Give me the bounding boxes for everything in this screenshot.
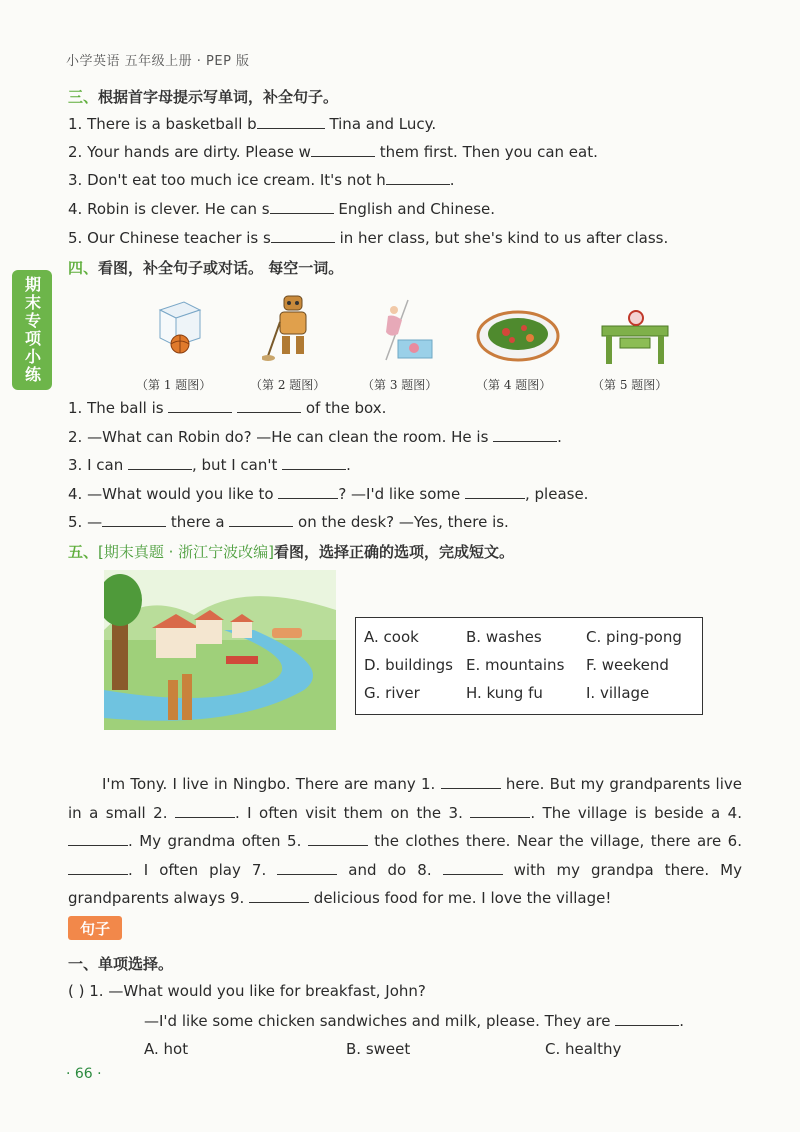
option-d: D. buildings — [364, 656, 453, 674]
section3-title-text: 根据首字母提示写单词，补全句子。 — [98, 88, 339, 106]
section5-title: 五、[期末真题 · 浙江宁波改编]看图，选择正确的选项，完成短文。 — [68, 543, 515, 561]
answer-blank[interactable] — [277, 860, 337, 875]
answer-blank[interactable] — [68, 860, 128, 875]
passage: I'm Tony. I live in Ningbo. There are many 1. here. But my grandparents live in a small 2. . I often visit them on the 3. . The village is beside a 4. . My grandma often 5. the clothes there. Near the village, there are 6. . I often play 7. and do 8. with my grandpa there. My grandparents always 9. delicious food for me. I love the village! — [68, 775, 742, 907]
option-e: E. mountains — [466, 656, 565, 674]
answer-blank[interactable] — [271, 228, 335, 243]
caption-5: （第 5 题图） — [592, 378, 668, 392]
answer-blank[interactable] — [102, 512, 166, 527]
option-c: C. ping-pong — [586, 628, 682, 646]
answer-blank[interactable] — [615, 1011, 679, 1026]
answer-blank[interactable] — [386, 170, 450, 185]
caption-4: （第 4 题图） — [476, 378, 552, 392]
answer-blank[interactable] — [311, 142, 375, 157]
s4-item-2: 2. —What can Robin do? —He can clean the room. He is . — [68, 428, 562, 446]
answer-blank[interactable] — [308, 831, 368, 846]
vegetable-dish-illustration — [476, 308, 560, 364]
s4-item-5: 5. — there a on the desk? —Yes, there is. — [68, 513, 509, 531]
answer-blank[interactable] — [168, 398, 232, 413]
section4-title: 四、看图，补全句子或对话。 每空一词。 — [68, 259, 344, 277]
answer-blank[interactable] — [128, 455, 192, 470]
options-box — [355, 617, 703, 715]
sentences-badge: 句子 — [68, 916, 122, 940]
running-header: 小学英语 五年级上册 · PEP 版 — [66, 54, 250, 69]
s4-item-1: 1. The ball is of the box. — [68, 399, 387, 417]
caption-2: （第 2 题图） — [250, 378, 326, 392]
answer-blank[interactable] — [270, 199, 334, 214]
option-h: H. kung fu — [466, 684, 543, 702]
robot-cleaning-illustration — [262, 292, 322, 364]
answer-blank[interactable] — [175, 803, 235, 818]
answer-blank[interactable] — [249, 888, 309, 903]
choice-c[interactable]: C. healthy — [545, 1040, 622, 1058]
s3-item-2: 2. Your hands are dirty. Please w them first. Then you can eat. — [68, 143, 598, 161]
answer-blank[interactable] — [278, 484, 338, 499]
answer-blank[interactable] — [68, 831, 128, 846]
q1-question: ( ) 1. —What would you like for breakfast, John? — [68, 982, 426, 1000]
box-and-ball-illustration — [150, 296, 210, 358]
section3-number: 三、 — [68, 88, 99, 106]
village-scene-illustration — [104, 570, 336, 730]
s3-item-1: 1. There is a basketball b Tina and Lucy. — [68, 115, 437, 133]
choice-b[interactable]: B. sweet — [346, 1040, 411, 1058]
option-i: I. village — [586, 684, 650, 702]
option-a: A. cook — [364, 628, 419, 646]
page-number: · 66 · — [66, 1066, 102, 1082]
option-g: G. river — [364, 684, 420, 702]
answer-blank[interactable] — [443, 860, 503, 875]
option-b: B. washes — [466, 628, 542, 646]
answer-blank[interactable] — [470, 803, 530, 818]
desk-with-clock-illustration — [598, 310, 672, 366]
caption-3: （第 3 题图） — [362, 378, 438, 392]
s4-item-3: 3. I can , but I can't . — [68, 456, 351, 474]
source-tag: [期末真题 · 浙江宁波改编] — [98, 543, 275, 561]
answer-blank[interactable] — [441, 774, 501, 789]
answer-blank[interactable] — [465, 484, 525, 499]
s3-item-4: 4. Robin is clever. He can s English and Chinese. — [68, 200, 496, 218]
answer-blank[interactable] — [257, 114, 325, 129]
s3-item-5: 5. Our Chinese teacher is s in her class, but she's kind to us after class. — [68, 229, 669, 247]
answer-blank[interactable] — [493, 427, 557, 442]
section1-title: 一、单项选择。 — [68, 955, 174, 973]
section3-title — [68, 86, 338, 107]
answer-blank[interactable] — [229, 512, 293, 527]
girl-dancing-illustration — [372, 298, 440, 366]
caption-1: （第 1 题图） — [136, 378, 212, 392]
choice-a[interactable]: A. hot — [144, 1040, 189, 1058]
side-tab: 期末专项小练 — [12, 270, 52, 390]
s3-item-3: 3. Don't eat too much ice cream. It's not h . — [68, 171, 455, 189]
q1-answer-line: —I'd like some chicken sandwiches and milk, please. They are . — [144, 1012, 684, 1030]
s4-item-4: 4. —What would you like to ? —I'd like some , please. — [68, 485, 589, 503]
option-f: F. weekend — [586, 656, 669, 674]
answer-blank[interactable] — [282, 455, 346, 470]
answer-blank[interactable] — [237, 398, 301, 413]
